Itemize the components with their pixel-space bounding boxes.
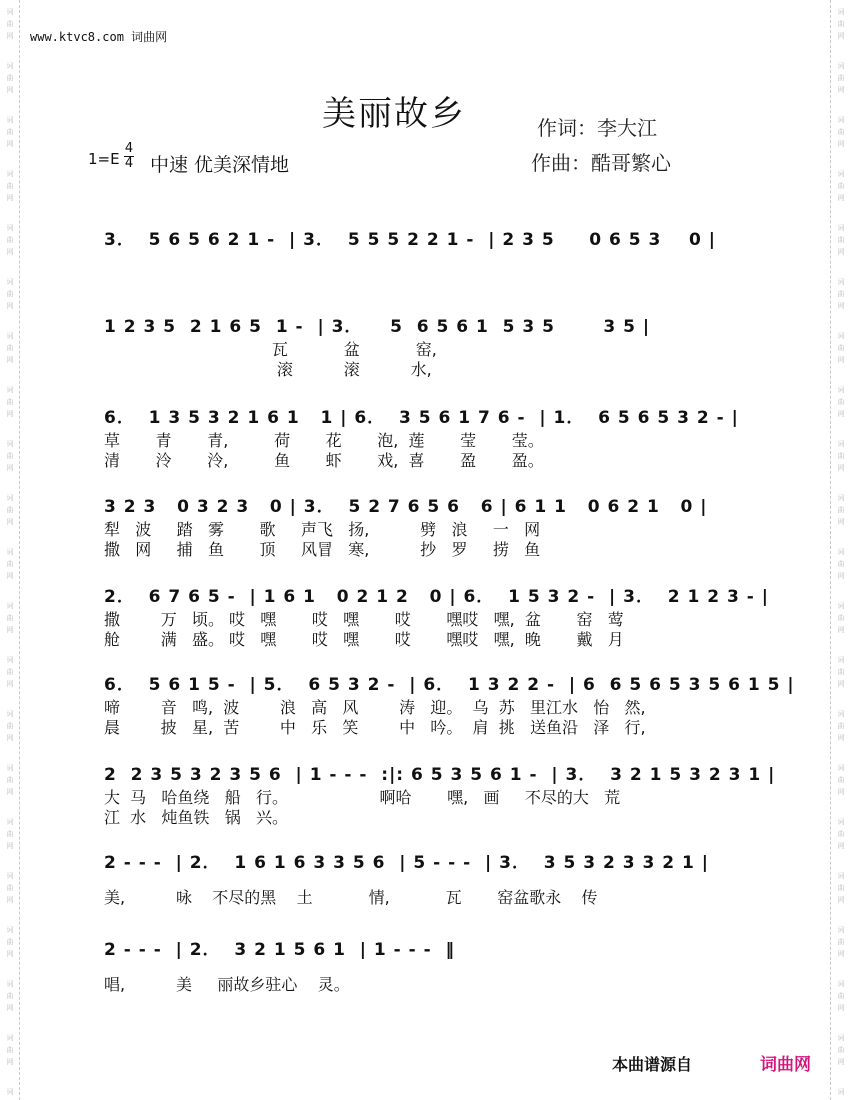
watermark-glyph: 网 bbox=[6, 734, 14, 742]
watermark-glyph: 网 bbox=[837, 1058, 845, 1066]
lyric-line-2: 江 水 炖鱼铁 锅 兴。 bbox=[104, 808, 288, 827]
notation-line: 6． 5 6 1 5 - | 5． 6 5 3 2 - | 6． 1 3 2 2 - | 6 6 5 6 5 3 5 6 1 5 | bbox=[104, 675, 795, 695]
watermark-glyph: 曲 bbox=[837, 668, 845, 676]
watermark-glyph: 曲 bbox=[837, 236, 845, 244]
watermark-glyph: 网 bbox=[6, 842, 14, 850]
watermark-glyph: 网 bbox=[837, 86, 845, 94]
watermark-glyph: 网 bbox=[837, 1004, 845, 1012]
watermark-glyph: 网 bbox=[837, 950, 845, 958]
watermark-glyph: 曲 bbox=[6, 614, 14, 622]
watermark-glyph: 网 bbox=[837, 32, 845, 40]
watermark-glyph: 词 bbox=[6, 8, 14, 16]
watermark-glyph: 词 bbox=[837, 926, 845, 934]
watermark-glyph: 词 bbox=[837, 818, 845, 826]
watermark-glyph: 曲 bbox=[837, 452, 845, 460]
watermark-glyph: 曲 bbox=[837, 20, 845, 28]
lyric-line-2: 清 泠 泠, 鱼 虾 戏, 喜 盈 盈。 bbox=[104, 451, 544, 470]
watermark-glyph: 网 bbox=[6, 410, 14, 418]
watermark-glyph: 曲 bbox=[837, 938, 845, 946]
watermark-glyph: 曲 bbox=[6, 1046, 14, 1054]
watermark-glyph: 曲 bbox=[837, 290, 845, 298]
watermark-glyph: 网 bbox=[837, 194, 845, 202]
watermark-glyph: 曲 bbox=[837, 722, 845, 730]
watermark-glyph: 词 bbox=[837, 8, 845, 16]
watermark-glyph: 网 bbox=[6, 464, 14, 472]
watermark-glyph: 词 bbox=[6, 1034, 14, 1042]
watermark-glyph: 曲 bbox=[837, 830, 845, 838]
site-name-text: 词曲网 bbox=[131, 30, 168, 44]
watermark-glyph: 曲 bbox=[837, 1046, 845, 1054]
watermark-glyph: 词 bbox=[837, 224, 845, 232]
lyric-line-1: 犁 波 踏 雾 歌 声飞 扬, 劈 浪 一 网 bbox=[104, 520, 541, 539]
watermark-glyph: 曲 bbox=[6, 74, 14, 82]
watermark-glyph: 词 bbox=[837, 1088, 845, 1096]
watermark-glyph: 词 bbox=[6, 764, 14, 772]
watermark-glyph: 曲 bbox=[837, 128, 845, 136]
watermark-glyph: 网 bbox=[837, 680, 845, 688]
watermark-glyph: 词 bbox=[6, 926, 14, 934]
watermark-glyph: 网 bbox=[837, 464, 845, 472]
watermark-glyph: 曲 bbox=[6, 776, 14, 784]
notation-line: 2． 6 7 6 5 - | 1 6 1 0 2 1 2 0 | 6． 1 5 3 2 - | 3． 2 1 2 3 - | bbox=[104, 587, 769, 607]
watermark-glyph: 曲 bbox=[837, 614, 845, 622]
lyric-line-2: 晨 披 星, 苦 中 乐 笑 中 吟。 肩 挑 送鱼沿 泽 行, bbox=[104, 718, 646, 737]
watermark-glyph: 词 bbox=[6, 1088, 14, 1096]
watermark-glyph: 词 bbox=[837, 548, 845, 556]
notation-line: 2 - - - | 2． 1 6 1 6 3 3 5 6 | 5 - - - | 3． 3 5 3 2 3 3 2 1 | bbox=[104, 853, 709, 873]
watermark-glyph: 词 bbox=[837, 764, 845, 772]
watermark-glyph: 词 bbox=[6, 170, 14, 178]
watermark-glyph: 曲 bbox=[6, 20, 14, 28]
watermark-glyph: 词 bbox=[837, 710, 845, 718]
notation-line: 1 2 3 5 2 1 6 5 1 - | 3． 5 6 5 6 1 5 3 5 3 5 | bbox=[104, 317, 651, 337]
watermark-glyph: 网 bbox=[837, 356, 845, 364]
time-signature-bottom: 4 bbox=[124, 156, 134, 171]
watermark-glyph: 词 bbox=[837, 386, 845, 394]
watermark-glyph: 网 bbox=[837, 788, 845, 796]
watermark-glyph: 网 bbox=[6, 140, 14, 148]
watermark-glyph: 词 bbox=[6, 386, 14, 394]
tempo-marking: 中速 优美深情地 bbox=[150, 154, 290, 176]
watermark-glyph: 词 bbox=[6, 602, 14, 610]
footer-brand-link[interactable]: 词曲网 bbox=[760, 1055, 811, 1075]
key-signature: 1=E bbox=[88, 150, 120, 168]
watermark-glyph: 曲 bbox=[6, 560, 14, 568]
watermark-glyph: 网 bbox=[6, 626, 14, 634]
watermark-glyph: 网 bbox=[837, 572, 845, 580]
watermark-glyph: 词 bbox=[837, 278, 845, 286]
lyricist-credit: 作词：李大江 bbox=[537, 116, 657, 140]
watermark-glyph: 词 bbox=[6, 980, 14, 988]
watermark-glyph: 曲 bbox=[6, 830, 14, 838]
notation-line: 3 2 3 0 3 2 3 0 | 3． 5 2 7 6 5 6 6 | 6 1 1 0 6 2 1 0 | bbox=[104, 497, 708, 517]
watermark-glyph: 曲 bbox=[837, 884, 845, 892]
watermark-glyph: 词 bbox=[6, 332, 14, 340]
watermark-glyph: 网 bbox=[6, 950, 14, 958]
watermark-glyph: 网 bbox=[6, 680, 14, 688]
notation-line: 2 2 3 5 3 2 3 5 6 | 1 - - - :|: 6 5 3 5 6 1 - | 3． 3 2 1 5 3 2 3 1 | bbox=[104, 765, 776, 785]
lyric-line-2: 滚 滚 水, bbox=[104, 360, 432, 379]
watermark-glyph: 曲 bbox=[6, 992, 14, 1000]
watermark-glyph: 网 bbox=[6, 302, 14, 310]
watermark-glyph: 网 bbox=[837, 410, 845, 418]
time-signature-top: 4 bbox=[124, 141, 134, 156]
lyric-line-1: 大 马 哈鱼绕 船 行。 啊哈 嘿, 画 不尽的大 荒 bbox=[104, 788, 621, 807]
watermark-glyph: 词 bbox=[6, 818, 14, 826]
watermark-glyph: 曲 bbox=[6, 290, 14, 298]
watermark-glyph: 曲 bbox=[6, 452, 14, 460]
watermark-glyph: 曲 bbox=[6, 938, 14, 946]
watermark-glyph: 网 bbox=[837, 248, 845, 256]
watermark-glyph: 词 bbox=[6, 440, 14, 448]
watermark-glyph: 词 bbox=[837, 656, 845, 664]
watermark-glyph: 网 bbox=[837, 140, 845, 148]
watermark-glyph: 曲 bbox=[837, 182, 845, 190]
watermark-glyph: 词 bbox=[6, 656, 14, 664]
watermark-glyph: 曲 bbox=[837, 344, 845, 352]
site-url[interactable] bbox=[30, 28, 167, 45]
watermark-glyph: 曲 bbox=[6, 668, 14, 676]
watermark-glyph: 网 bbox=[6, 518, 14, 526]
watermark-glyph: 曲 bbox=[6, 182, 14, 190]
notation-line: 3． 5 6 5 6 2 1 - | 3． 5 5 5 2 2 1 - | 2 3 5 0 6 5 3 0 | bbox=[104, 230, 716, 250]
watermark-glyph: 曲 bbox=[837, 506, 845, 514]
lyric-line-1: 唱, 美 丽故乡驻心 灵。 bbox=[104, 975, 350, 994]
watermark-glyph: 词 bbox=[837, 62, 845, 70]
watermark-glyph: 词 bbox=[6, 224, 14, 232]
lyric-line-1: 撒 万 顷。 哎 嘿 哎 嘿 哎 嘿哎 嘿, 盆 窑 莺 bbox=[104, 610, 624, 629]
watermark-glyph: 词 bbox=[837, 980, 845, 988]
watermark-glyph: 曲 bbox=[6, 884, 14, 892]
watermark-glyph: 词 bbox=[837, 494, 845, 502]
watermark-glyph: 曲 bbox=[837, 560, 845, 568]
watermark-glyph: 网 bbox=[837, 302, 845, 310]
notation-line: 6． 1 3 5 3 2 1 6 1 1 | 6． 3 5 6 1 7 6 - | 1． 6 5 6 5 3 2 - | bbox=[104, 408, 739, 428]
watermark-glyph: 词 bbox=[837, 116, 845, 124]
watermark-glyph: 网 bbox=[6, 32, 14, 40]
watermark-glyph: 曲 bbox=[6, 344, 14, 352]
watermark-glyph: 词 bbox=[837, 1034, 845, 1042]
watermark-glyph: 曲 bbox=[837, 776, 845, 784]
watermark-glyph: 曲 bbox=[837, 398, 845, 406]
watermark-glyph: 曲 bbox=[6, 236, 14, 244]
watermark-glyph: 词 bbox=[837, 170, 845, 178]
lyric-line-1: 啼 音 鸣, 波 浪 高 风 涛 迎。 乌 苏 里江水 怡 然, bbox=[104, 698, 646, 717]
watermark-glyph: 词 bbox=[6, 710, 14, 718]
lyric-line-1: 瓦 盆 窑, bbox=[104, 340, 437, 359]
watermark-glyph: 网 bbox=[837, 734, 845, 742]
watermark-glyph: 词 bbox=[837, 872, 845, 880]
watermark-glyph: 词 bbox=[6, 116, 14, 124]
watermark-glyph: 曲 bbox=[6, 128, 14, 136]
watermark-glyph: 词 bbox=[6, 548, 14, 556]
watermark-glyph: 网 bbox=[837, 896, 845, 904]
watermark-glyph: 曲 bbox=[6, 398, 14, 406]
song-title: 美丽故乡 bbox=[322, 94, 466, 134]
watermark-glyph: 词 bbox=[837, 440, 845, 448]
watermark-glyph: 词 bbox=[6, 62, 14, 70]
watermark-glyph: 网 bbox=[837, 842, 845, 850]
watermark-glyph: 网 bbox=[837, 518, 845, 526]
watermark-glyph: 网 bbox=[6, 194, 14, 202]
watermark-glyph: 网 bbox=[6, 86, 14, 94]
lyric-line-1: 草 青 青, 荷 花 泡, 莲 莹 莹。 bbox=[104, 431, 544, 450]
right-watermark-strip bbox=[830, 0, 850, 1100]
watermark-glyph: 曲 bbox=[6, 722, 14, 730]
watermark-glyph: 网 bbox=[6, 896, 14, 904]
watermark-glyph: 曲 bbox=[6, 506, 14, 514]
composer-credit: 作曲：酷哥繁心 bbox=[531, 151, 671, 175]
watermark-glyph: 词 bbox=[6, 872, 14, 880]
lyric-line-2: 舱 满 盛。 哎 嘿 哎 嘿 哎 嘿哎 嘿, 晚 戴 月 bbox=[104, 630, 624, 649]
footer-source-label: 本曲谱源自 bbox=[612, 1055, 693, 1074]
watermark-glyph: 词 bbox=[6, 494, 14, 502]
watermark-glyph: 曲 bbox=[837, 74, 845, 82]
watermark-glyph: 词 bbox=[837, 332, 845, 340]
watermark-glyph: 词 bbox=[837, 602, 845, 610]
site-url-text: www.ktvc8.com bbox=[30, 30, 124, 44]
watermark-glyph: 词 bbox=[6, 278, 14, 286]
left-watermark-strip bbox=[0, 0, 20, 1100]
watermark-glyph: 网 bbox=[6, 788, 14, 796]
lyric-line-1: 美, 咏 不尽的黑 土 情, 瓦 窑盆歌永 传 bbox=[104, 888, 598, 907]
watermark-glyph: 曲 bbox=[837, 992, 845, 1000]
notation-line: 2 - - - | 2． 3 2 1 5 6 1 | 1 - - - ‖ bbox=[104, 940, 455, 960]
watermark-glyph: 网 bbox=[6, 356, 14, 364]
watermark-glyph: 网 bbox=[6, 1004, 14, 1012]
watermark-glyph: 网 bbox=[6, 572, 14, 580]
watermark-glyph: 网 bbox=[6, 1058, 14, 1066]
watermark-glyph: 网 bbox=[6, 248, 14, 256]
watermark-glyph: 网 bbox=[837, 626, 845, 634]
lyric-line-2: 撒 网 捕 鱼 顶 风冒 寒, 抄 罗 捞 鱼 bbox=[104, 540, 541, 559]
time-signature bbox=[124, 143, 134, 170]
